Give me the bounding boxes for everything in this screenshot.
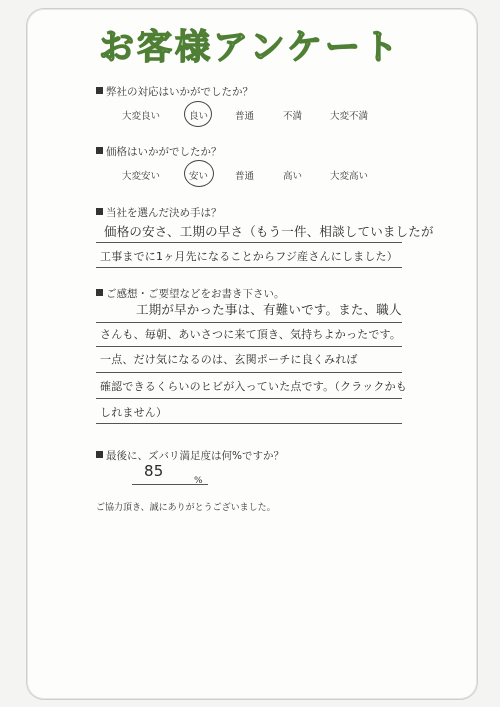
question-3-text: 当社を選んだ決め手は？ bbox=[106, 207, 222, 219]
q4-answer-line-4: 確認できるくらいのヒビが入っていた点です。（クラックかも bbox=[100, 380, 407, 393]
survey-title: お客様アンケート bbox=[99, 28, 401, 68]
answer-rule bbox=[96, 346, 402, 347]
question-1 bbox=[96, 84, 253, 99]
q4-answer-line-5: しれません） bbox=[100, 406, 168, 419]
square-bullet-icon bbox=[96, 87, 103, 94]
question-2-text: 価格はいかがでしたか？ bbox=[106, 146, 222, 158]
q2-option-3: 普通 bbox=[235, 171, 255, 182]
question-4 bbox=[96, 286, 285, 301]
q2-option-1: 大変安い bbox=[122, 171, 161, 182]
q1-option-5: 大変不満 bbox=[330, 111, 369, 122]
q4-answer-line-2: さんも、毎朝、あいさつに来て頂き、気持ちよかったです。 bbox=[100, 328, 402, 341]
q1-option-2: 良い bbox=[189, 111, 209, 122]
question-3 bbox=[96, 205, 222, 220]
question-2 bbox=[96, 144, 222, 159]
satisfaction-value: 85 bbox=[144, 462, 164, 480]
q4-answer-line-3: 一点、だけ気になるのは、玄関ポーチに良くみれば bbox=[100, 353, 358, 366]
answer-rule bbox=[96, 322, 402, 323]
q2-option-5: 大変高い bbox=[330, 171, 369, 182]
square-bullet-icon bbox=[96, 208, 103, 215]
q3-answer-line-2: 工事までに1ヶ月先になることからフジ産さんにしました） bbox=[100, 250, 398, 263]
answer-rule bbox=[96, 398, 402, 399]
q1-option-1: 大変良い bbox=[122, 111, 161, 122]
q3-answer-line-1: 価格の安さ、工期の早さ（もう一件、相談していましたが bbox=[104, 224, 434, 239]
satisfaction-unit: % bbox=[194, 476, 203, 486]
thank-you-note: ご協力頂き、誠にありがとうございました。 bbox=[96, 503, 276, 513]
answer-rule bbox=[96, 423, 402, 424]
answer-rule bbox=[96, 372, 402, 373]
q2-option-4: 高い bbox=[283, 171, 303, 182]
question-1-text: 弊社の対応はいかがでしたか？ bbox=[106, 86, 253, 98]
answer-rule bbox=[96, 242, 402, 243]
question-4-text: ご感想・ご要望などをお書き下さい。 bbox=[106, 288, 285, 300]
square-bullet-icon bbox=[96, 147, 103, 154]
question-5-text: 最後に、ズバリ満足度は何%ですか？ bbox=[106, 450, 284, 462]
answer-rule bbox=[96, 267, 402, 268]
square-bullet-icon bbox=[96, 451, 103, 458]
q1-option-3: 普通 bbox=[235, 111, 255, 122]
square-bullet-icon bbox=[96, 289, 103, 296]
q4-answer-line-1: 工期が早かった事は、有難いです。また、職人 bbox=[136, 302, 402, 317]
q2-option-2: 安い bbox=[189, 171, 209, 182]
question-5 bbox=[96, 448, 284, 463]
q1-option-4: 不満 bbox=[283, 111, 303, 122]
